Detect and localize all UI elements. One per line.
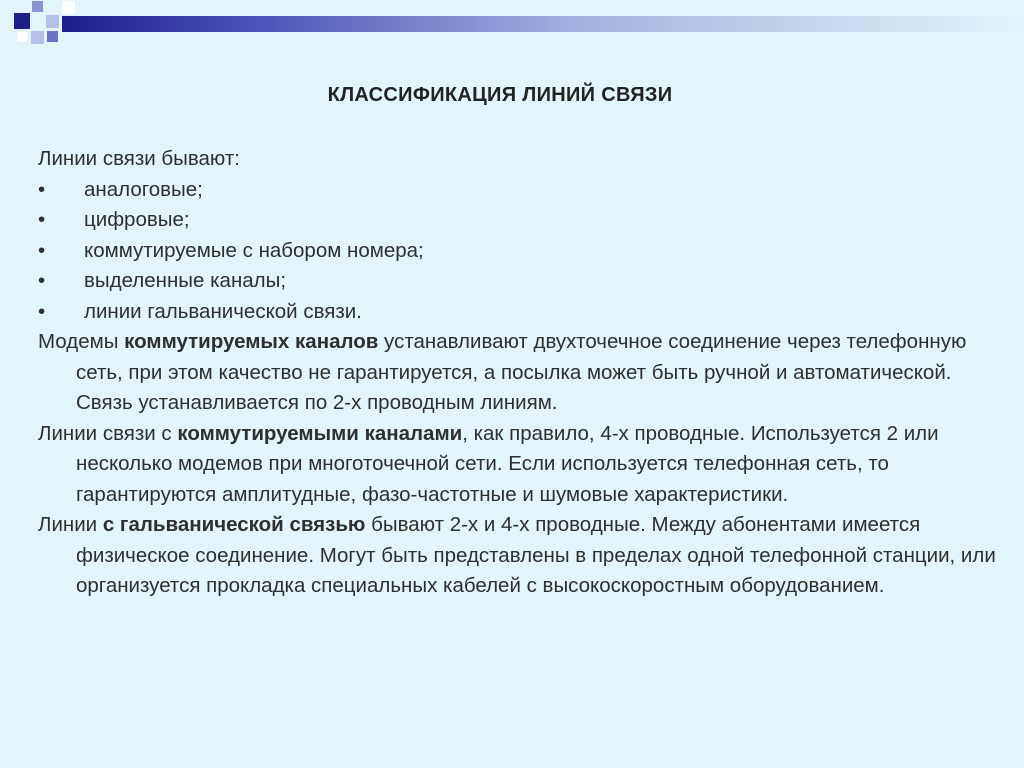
- paragraph-text: , как правило, 4-х проводные. Используется 2 или несколько модемов при многоточечной сети. Если используется телефонная сеть, то гарантируются амплитудные, фазо-частотные и шумовые характеристики.: [76, 421, 939, 506]
- decor-square: [62, 1, 75, 14]
- list-item-text: линии гальванической связи.: [84, 299, 362, 323]
- decor-square: [46, 15, 59, 28]
- paragraph-text: Линии связи с: [38, 421, 178, 445]
- list-item: [38, 266, 998, 297]
- header-decoration: [0, 0, 1024, 60]
- paragraph-switched-modems: [38, 327, 998, 419]
- list-item-text: цифровые;: [84, 208, 190, 231]
- list-item: [38, 297, 998, 328]
- paragraph-galvanic-lines: [38, 510, 998, 602]
- bullet-icon: •: [38, 208, 46, 231]
- paragraph-emphasis: коммутируемыми каналами: [177, 421, 463, 445]
- paragraph-emphasis: коммутируемых каналов: [124, 330, 379, 353]
- list-item-text: коммутируемые с набором номера;: [84, 238, 424, 262]
- bullet-icon: •: [38, 299, 46, 323]
- decor-square: [31, 31, 44, 44]
- list-item: [38, 205, 998, 236]
- list-item-text: выделенные каналы;: [84, 269, 287, 292]
- paragraph-text: бывают 2-х и 4-х проводные. Между абонентами имеется физическое соединение. Могут быть представлены в пределах одной телефонной станции, или организуется прокладка специальных кабелей с высокоскоростным оборудованием.: [76, 513, 996, 597]
- decor-square: [47, 31, 58, 42]
- paragraph-text: устанавливают двухточечное соединение через телефонную сеть, при этом качество не гарантируется, а посылка может быть ручной и автоматической. Связь устанавливается по 2-х проводным линиям.: [76, 330, 967, 414]
- paragraph-text: Модемы: [38, 330, 125, 353]
- paragraph-text: Линии: [38, 513, 103, 536]
- decor-square: [17, 32, 27, 42]
- slide-content: [38, 144, 998, 602]
- decor-square: [32, 1, 43, 12]
- header-gradient-bar: [62, 16, 1024, 32]
- intro-text: Линии связи бывают:: [38, 147, 240, 170]
- paragraph-switched-lines: [38, 419, 998, 511]
- bullet-icon: •: [38, 269, 46, 292]
- decor-square: [14, 13, 30, 29]
- paragraph-emphasis: с гальванической связью: [102, 513, 366, 536]
- bullet-icon: •: [38, 238, 46, 262]
- list-item: [38, 175, 998, 206]
- list-item: [38, 236, 998, 267]
- slide-title: КЛАССИФИКАЦИЯ ЛИНИЙ СВЯЗИ: [327, 84, 673, 106]
- bullet-icon: •: [38, 177, 46, 201]
- list-item-text: аналоговые;: [84, 177, 203, 201]
